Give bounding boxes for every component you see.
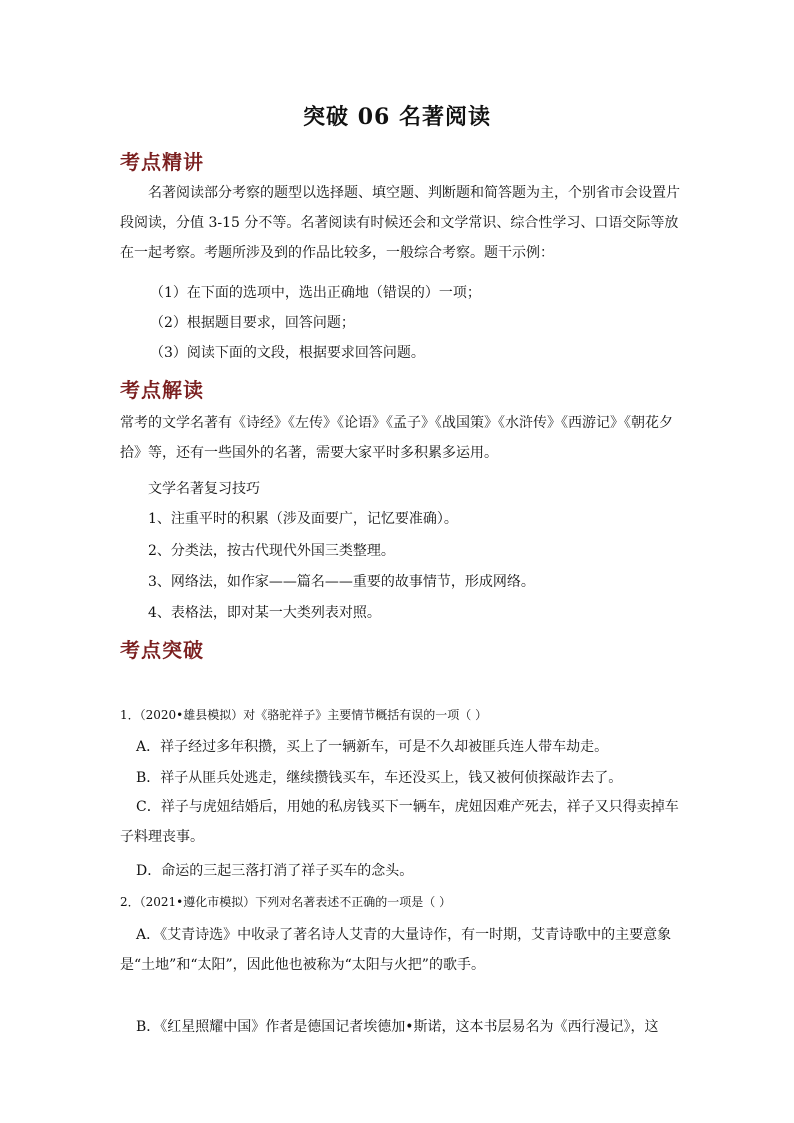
question-2-stem: 2．（2021•遵化市模拟）下列对名著表述不正确的一项是（ ） [120, 895, 452, 909]
page-title: 突破 06 名著阅读 [303, 104, 491, 130]
example-item-2: （2）根据题目要求，回答问题； [150, 315, 355, 331]
section1-paragraph: 名著阅读部分考察的题型以选择题、填空题、判断题和简答题为主，个别省市会设置片段阅读，分值 3-15 分不等。名著阅读有时候还会和文学常识、综合性学习、口语交际等放在一起考察。考题所涉及到的作品比较多，一般综合考察。题干示例： [120, 185, 680, 261]
tip-item-1: 1、注重平时的积累（涉及面要广，记忆要准确）。 [148, 511, 458, 527]
question-1-option-c: C．祥子与虎妞结婚后，用她的私房钱买下一辆车，虎妞因难产死去，祥子又只得卖掉车子料理丧事。 [120, 799, 679, 845]
tips-title: 文学名著复习技巧 [148, 481, 260, 497]
section2-paragraph: 常考的文学名著有《诗经》《左传》《论语》《孟子》《战国策》《水浒传》《西游记》《朝花夕拾》等，还有一些国外的名著，需要大家平时多积累多运用。 [120, 415, 673, 461]
tip-item-2: 2、分类法，按古代现代外国三类整理。 [148, 543, 395, 559]
section-heading-breakthrough: 考点突破 [120, 638, 204, 662]
question-1-stem: 1．（2020•雄县模拟）对《骆驼祥子》主要情节概括有误的一项（ ） [120, 708, 488, 722]
tip-item-4: 4、表格法，即对某一大类列表对照。 [148, 605, 381, 621]
example-item-3: （3）阅读下面的文段，根据要求回答问题。 [150, 345, 425, 361]
question-1-option-a: A．祥子经过多年积攒，买上了一辆新车，可是不久却被匪兵连人带车劫走。 [136, 739, 609, 755]
tip-item-3: 3、网络法，如作家——篇名——重要的故事情节，形成网络。 [148, 574, 535, 590]
question-2-option-a: A．《艾青诗选》中收录了著名诗人艾青的大量诗作，有一时期，艾青诗歌中的主要意象是“土地”和“太阳”，因此他也被称为“太阳与火把”的歌手。 [120, 927, 672, 973]
section-heading-key-points: 考点精讲 [120, 150, 204, 174]
section-heading-interpretation: 考点解读 [120, 378, 204, 402]
question-1-option-d: D．命运的三起三落打消了祥子买车的念头。 [136, 863, 414, 879]
example-item-1: （1）在下面的选项中，选出正确地（错误的）一项； [150, 285, 481, 301]
question-1-option-b: B．祥子从匪兵处逃走，继续攒钱买车，车还没买上，钱又被何侦探敲诈去了。 [136, 770, 623, 786]
question-2-option-b: B．《红星照耀中国》作者是德国记者埃德加•斯诺，这本书层易名为《西行漫记》，这 [136, 1019, 659, 1035]
